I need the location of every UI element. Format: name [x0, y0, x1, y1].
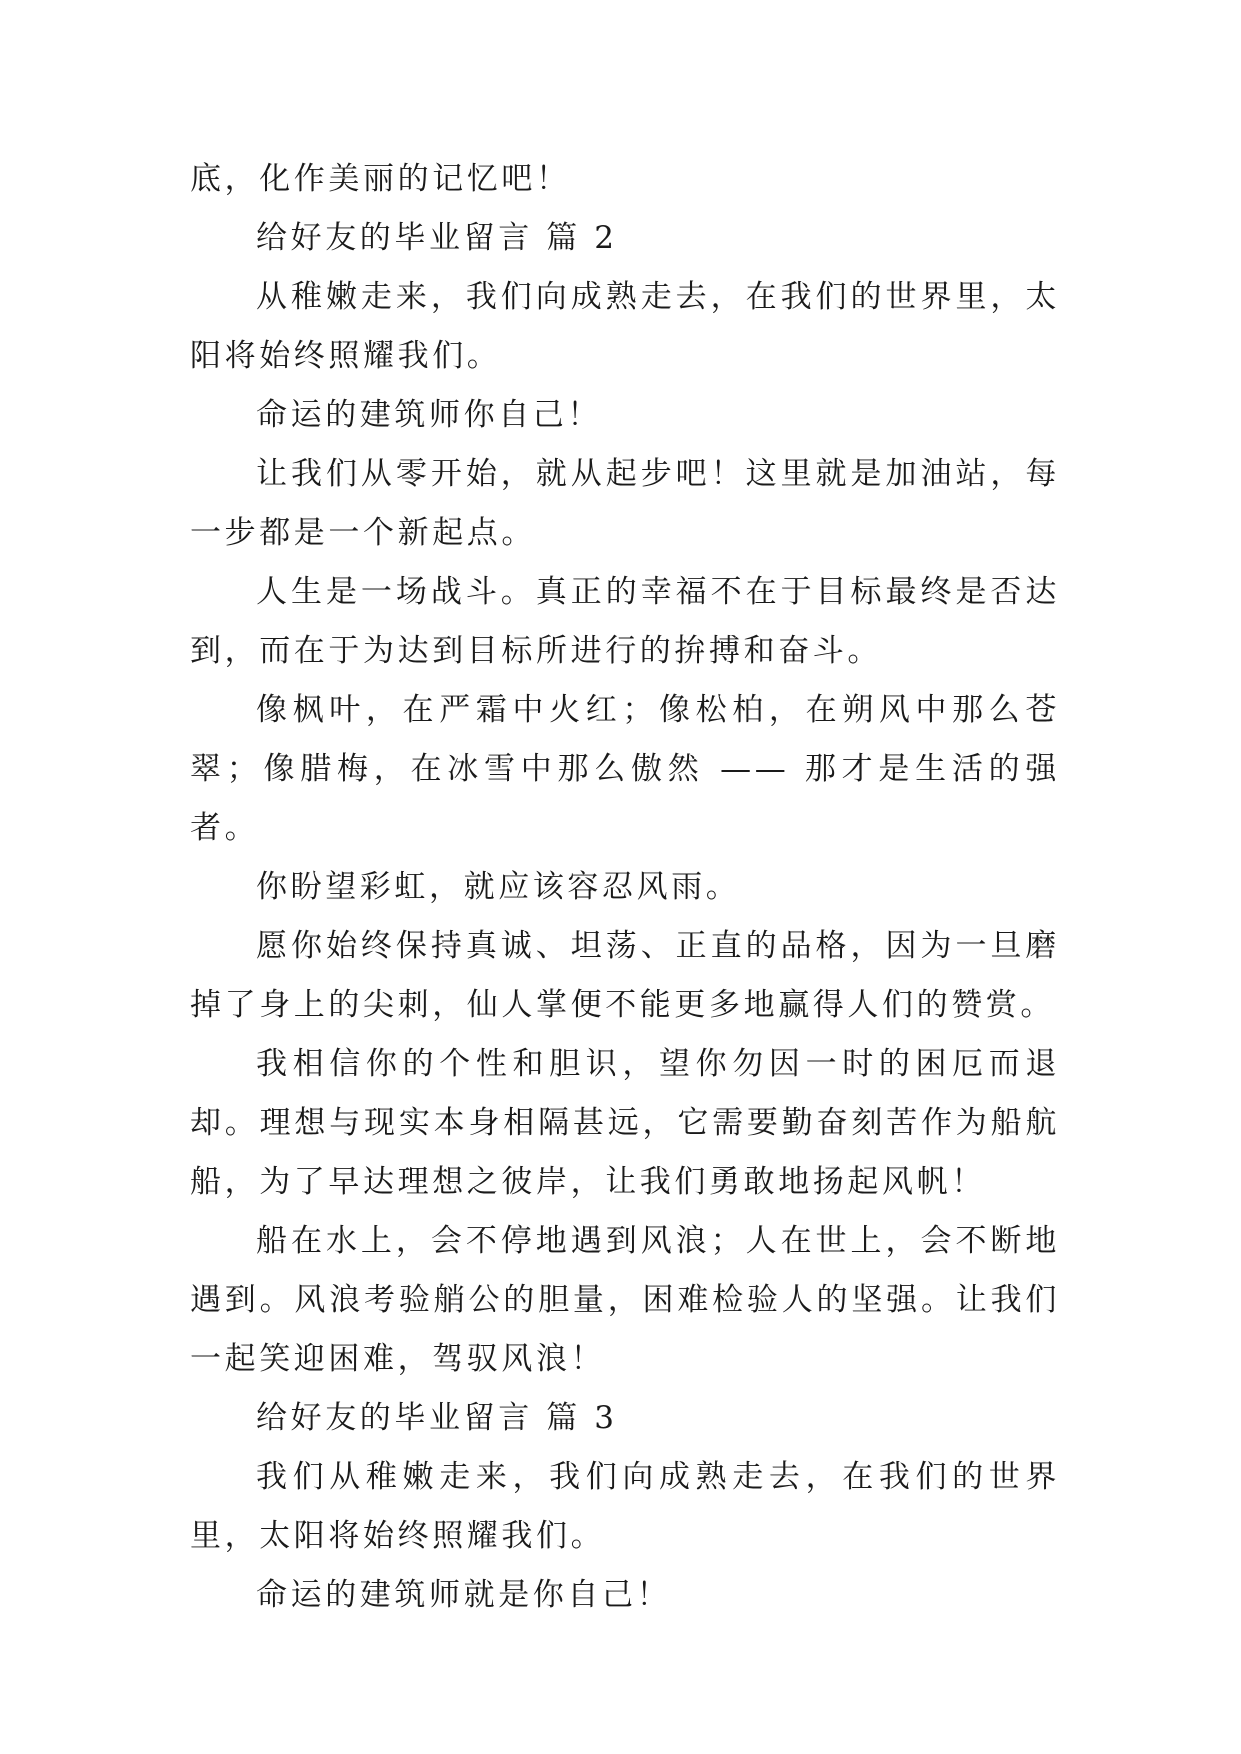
paragraph: 船在水上，会不停地遇到风浪；人在世上，会不断地遇到。风浪考验艄公的胆量，困难检验人的坚强。让我们一起笑迎困难，驾驭风浪！	[190, 1223, 1060, 1377]
paragraph: 像枫叶，在严霜中火红；像松柏，在朔风中那么苍翠；像腊梅，在冰雪中那么傲然 —— 那才是生活的强者。	[190, 692, 1060, 846]
section-heading-2: 给好友的毕业留言 篇 2	[256, 220, 618, 256]
paragraph: 命运的建筑师就是你自己！	[256, 1577, 672, 1613]
paragraph: 从稚嫩走来，我们向成熟走去，在我们的世界里，太阳将始终照耀我们。	[190, 279, 1060, 374]
paragraph: 我相信你的个性和胆识，望你勿因一时的困厄而退却。理想与现实本身相隔甚远，它需要勤奋刻苦作为船航船，为了早达理想之彼岸，让我们勇敢地扬起风帆！	[190, 1046, 1060, 1200]
paragraph-continuation: 底，化作美丽的记忆吧！	[190, 161, 571, 197]
paragraph: 人生是一场战斗。真正的幸福不在于目标最终是否达到，而在于为达到目标所进行的拚搏和奋斗。	[190, 574, 1060, 669]
paragraph: 命运的建筑师你自己！	[256, 397, 602, 433]
paragraph: 你盼望彩虹，就应该容忍风雨。	[256, 869, 741, 905]
document-page	[190, 150, 1060, 1625]
paragraph: 我们从稚嫩走来，我们向成熟走去，在我们的世界里，太阳将始终照耀我们。	[190, 1459, 1060, 1554]
paragraph: 让我们从零开始，就从起步吧！这里就是加油站，每一步都是一个新起点。	[190, 456, 1060, 551]
paragraph: 愿你始终保持真诚、坦荡、正直的品格，因为一旦磨掉了身上的尖刺，仙人掌便不能更多地赢得人们的赞赏。	[190, 928, 1060, 1023]
section-heading-3: 给好友的毕业留言 篇 3	[256, 1400, 618, 1436]
